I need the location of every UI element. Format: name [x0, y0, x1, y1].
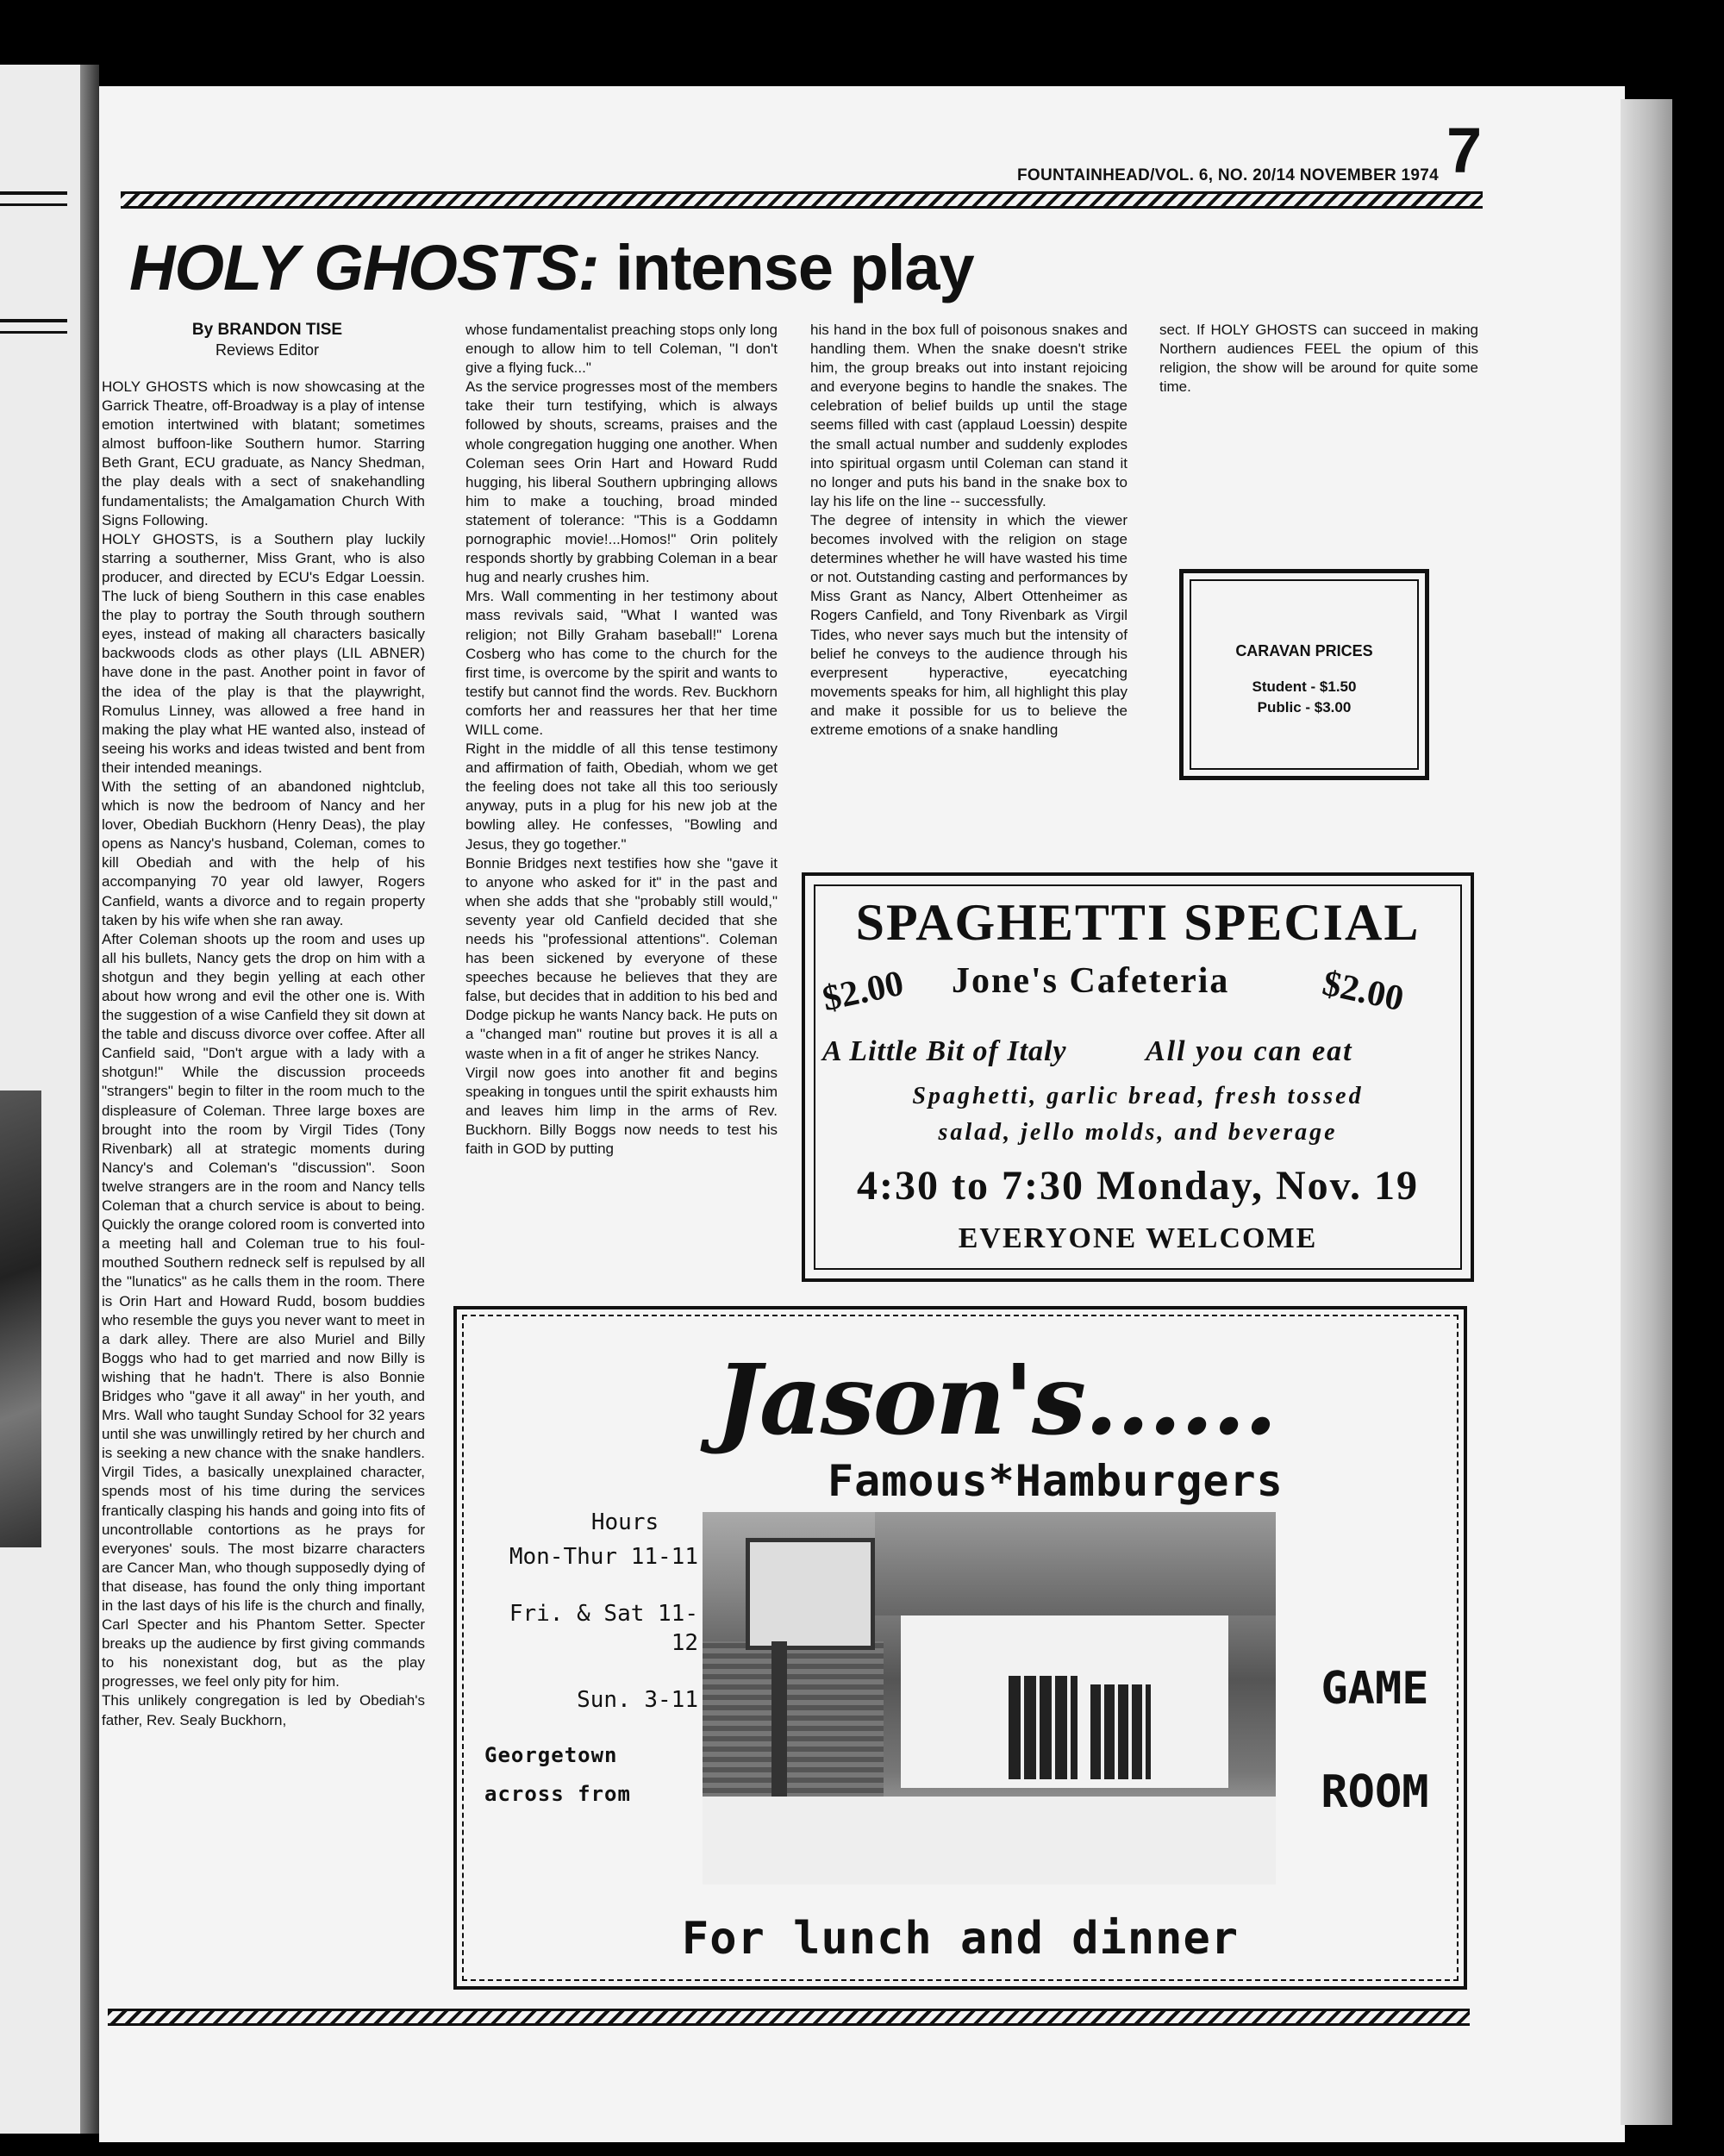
stacked-pages-edge	[1621, 99, 1672, 2125]
photo-window	[1090, 1684, 1151, 1779]
page-gutter-shadow	[80, 65, 99, 2134]
all-you-can-eat: All you can eat	[1146, 1035, 1353, 1067]
hours-sun: Sun. 3-11	[577, 1687, 698, 1713]
page-number: 7	[1446, 115, 1483, 186]
jasons-tagline: Famous*Hamburgers	[828, 1456, 1284, 1506]
headline-title: HOLY GHOSTS:	[129, 232, 599, 303]
left-page-photo	[0, 1090, 41, 1547]
caravan-prices-box	[1179, 569, 1429, 780]
footer-rule	[108, 2009, 1470, 2026]
photo-roof	[875, 1512, 1276, 1615]
hours-mon-thur: Mon-Thur 11-11	[509, 1544, 698, 1570]
left-page-rule	[0, 191, 67, 206]
hours-title: Hours	[590, 1509, 659, 1535]
caravan-public-price: Public - $3.00	[1257, 699, 1352, 716]
jasons-hamburgers-ad	[453, 1306, 1467, 1990]
ad-time: 4:30 to 7:30 Monday, Nov. 19	[856, 1163, 1419, 1209]
caravan-student-price: Student - $1.50	[1252, 678, 1357, 695]
cafeteria-name: Jone's Cafeteria	[952, 961, 1230, 1001]
location-text	[484, 1736, 709, 1814]
ad-tagline: A Little Bit of Italy	[822, 1035, 1067, 1067]
article-column-3: his hand in the box full of poisonous snakes and handling them. When the snake doesn't strike him, the group breaks out into instant rejoicing and everyone begins to handle the snakes. The celebration of belief builds up until the stage seems filled with cast (applaud Loessin) despite the small actual number and suddenly explodes into spiritual orgasm until Coleman can stand it no longer and puts his band in the snake box to lay his life on the line -- successfully. The degree of intensity in which the viewer becomes involved with the religion on stage determines whether he will have wasted his time or not. Outstanding casting and performances by Miss Grant as Nancy, Albert Ottenheimer as Rogers Canfield, and Tony Rivenbark as Virgil Tides, who never says much but the intensity of belief he conveys to the audience through his everpresent hyperactive, eyecatching movements speaks for him, all highlight this play and make it possible for us to believe the extreme emotions of a snake handling	[810, 322, 1127, 738]
location-line-1: Georgetown	[484, 1743, 618, 1767]
ad-welcome: EVERYONE WELCOME	[958, 1222, 1318, 1254]
jasons-logo: Jason's......	[715, 1344, 1277, 1457]
photo-sign	[746, 1538, 875, 1650]
hours-fri-sat: Fri. & Sat 11-12	[509, 1601, 698, 1656]
article-column-2: whose fundamentalist preaching stops only long enough to allow him to tell Coleman, "I don't give a flying fuck..." As the service progresses most of the members take their turn testifying, which is always followed by shouts, screams, praises and the whole congregation hugging one another. When Coleman sees Orin Hart and Howard Rudd hugging, his liberal Southern upbringing allows him to make a touching, broad minded statement of tolerance: "This is a Goddamn pornographic movie!...Homos!" Orin politely responds shortly by grabbing Coleman in a bear hug and nearly crushes him. Mrs. Wall commenting in her testimony about mass revivals said, "What I wanted was religion; not Billy Graham baseball!" Lorena Cosberg who has come to the church for the first time, is overcome by the spirit and wants to testify but cannot find the words. Rev. Buckhorn comforts her and reassures her that her time WILL come. Right in the middle of all this tense testimony and affirmation of faith, Obediah, whom we get the feeling does not take all this too seriously anyway, puts in a plug for his new job at the bowling alley. He confesses, "Bowling and Jesus, they go together." Bonnie Bridges next testifies how she "gave it to anyone who asked for it" in the past and when she adds that she "probably still would," seventy year old Canfield decided that she needs his "professional attentions". Coleman has been sickened by everyone of these speeches because he believes that they are false, but decides that in addition to his bed and Dodge pickup he wants Nancy back. He puts on a "changed man" routine but proves it is all a waste when in a fit of anger he strikes Nancy. Virgil now goes into another fit and begins speaking in tongues until the spirit exhausts him and leaves him limp in the arms of Rev. Buckhorn. Billy Boggs now needs to test his faith in GOD by putting	[465, 322, 778, 1158]
jasons-footer: For lunch and dinner	[681, 1913, 1240, 1965]
byline-role: Reviews Editor	[215, 341, 320, 359]
price-left: $2.00	[819, 963, 908, 1020]
price-right: $2.00	[1319, 963, 1408, 1020]
game-room	[1297, 1637, 1452, 1844]
article-column-1: HOLY GHOSTS which is now showcasing at the Garrick Theatre, off-Broadway is a play of intense emotion intertwined with blatant; sometimes almost buffoon-like Southern humor. Starring Beth Grant, ECU graduate, as Nancy Shedman, the play deals with a sect of snakehandling fundamentalists; the Amalgamation Church With Signs Following. HOLY GHOSTS, is a Southern play luckily starring a southerner, Miss Grant, who is also producer, and directed by ECU's Edgar Loessin. The luck of bieng Southern in this case enables the play to portray the South through southern eyes, instead of making all characters basically backwoods clods as other plays (LIL ABNER) have done in the past. Another point in favor of the idea of the play is that the playwright, Romulus Linney, was allowed a free hand in making the play what HE wanted also, instead of seeing his works and ideas twisted and bent from their intended meanings. With the setting of an abandoned nightclub, which is now the bedroom of Nancy and her lover, Obediah Buckhorn (Henry Deas), the play opens as Nancy's husband, Coleman, comes to kill Obediah and with the help of his accompanying 70 year old lawyer, Rogers Canfield, wants a divorce and to regain property taken by his wife when she ran away. After Coleman shoots up the room and uses up all his bullets, Nancy gets the drop on him with a shotgun and they begin yelling at each other about how wrong and evil the other one is. With the suggestion of a wise Canfield they sit down at the table and discuss divorce over coffee. After all Canfield said, "Don't argue with a lady with a shotgun!" While the discussion proceeds "strangers" begin to filter in the room much to the displeasure of Coleman. Three large boxes are brought into the room by Virgil Tides (Tony Rivenbark) all at strategic moments during Nancy's and Coleman's "discussion". Soon twelve strangers are in the room and Nancy tells Coleman that a church service is about to being. Quickly the orange colored room is converted into a meeting hall and Coleman true to his foul-mouthed Southern redneck self is repulsed by all the "lunatics" as he calls them in the room. There is Orin Hart and Howard Rudd, bosom buddies who resemble the guys you never want to meet in a dark alley. There are also Muriel and Billy Boggs who had to get married and now Billy is wishing that he hadn't. There is also Bonnie Bridges who "gave it all away" in her youth, and Mrs. Wall who taught Sunday School for 32 years until she was unwillingly retired by her church and is seeking a new chance with the snake handlers. Virgil Tides, a basically unexplained character, spends most of his time during the services frantically clasping his hands and going into fits of uncontrollable contortions as he prays for everyones' souls. The most bizarre characters are Cancer Man, who though supposedly dying of that disease, has found the only thing important in the last days of his life is the church and finally, Carl Specter and his Phantom Setter. Specter breaks up the audience by first giving commands to his nonexistant dog, but as the play progresses, we feel only pity for him. This unlikely congregation is led by Obediah's father, Rev. Sealy Buckhorn,	[102, 378, 425, 1728]
game-line-1: GAME	[1321, 1663, 1429, 1715]
ad-title: SPAGHETTI SPECIAL	[855, 894, 1421, 951]
caravan-title: CARAVAN PRICES	[1235, 642, 1373, 659]
photo-brick-wall	[703, 1641, 884, 1814]
headline-subtitle: intense play	[615, 232, 974, 303]
article-headline	[129, 231, 974, 304]
photo-window	[1009, 1676, 1078, 1779]
spaghetti-special-ad	[802, 872, 1474, 1282]
left-page-rule-2	[0, 319, 67, 334]
game-line-2: ROOM	[1321, 1766, 1429, 1818]
issue-folio: FOUNTAINHEAD/VOL. 6, NO. 20/14 NOVEMBER 1974	[1017, 166, 1440, 184]
menu-line-1: Spaghetti, garlic bread, fresh tossed	[912, 1083, 1364, 1109]
header-rule	[121, 191, 1483, 209]
byline-author: By BRANDON TISE	[191, 321, 343, 339]
hours-list	[483, 1542, 698, 1715]
menu-line-2: salad, jello molds, and beverage	[938, 1119, 1338, 1146]
restaurant-photo	[703, 1512, 1276, 1884]
photo-snow	[703, 1797, 1276, 1884]
location-line-2: across from	[484, 1782, 631, 1806]
article-column-4: sect. If HOLY GHOSTS can succeed in making Northern audiences FEEL the opium of this religion, the show will be around for quite some time.	[1159, 322, 1478, 396]
